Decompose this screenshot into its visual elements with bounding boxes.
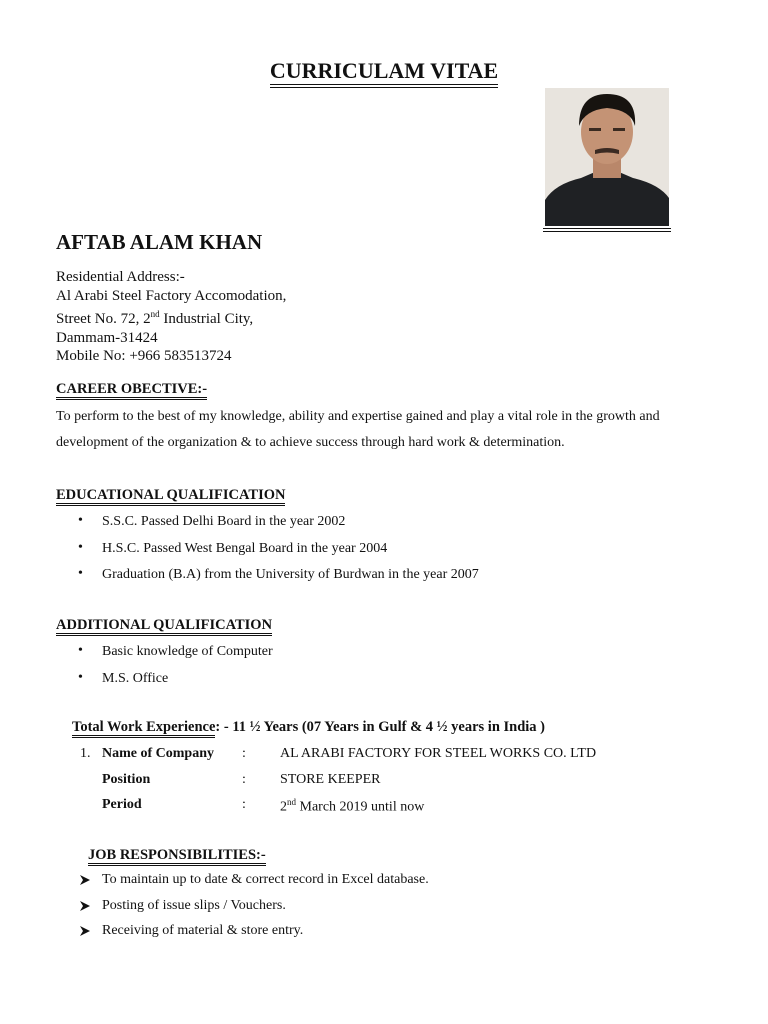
position-value: STORE KEEPER	[280, 772, 381, 787]
page-title: CURRICULAM VITAE	[0, 58, 768, 84]
address-line-3: Dammam-31424	[56, 329, 158, 346]
job-responsibilities-heading: JOB RESPONSIBILITIES:-	[88, 847, 266, 864]
list-item: • H.S.C. Passed West Bengal Board in the year 2004	[78, 541, 479, 568]
arrowhead-icon	[80, 926, 90, 936]
mobile-number: Mobile No: +966 583513724	[56, 348, 232, 364]
period-colon: :	[242, 797, 246, 812]
arrowhead-icon	[80, 901, 90, 911]
list-item: • S.S.C. Passed Delhi Board in the year 2002	[78, 514, 479, 541]
profile-photo	[545, 88, 669, 226]
education-list	[78, 514, 479, 594]
position-colon: :	[242, 772, 246, 787]
photo-underline	[543, 228, 671, 232]
list-item: • M.S. Office	[78, 671, 273, 698]
total-experience: Total Work Experience: - 11 ½ Years (07 Years in Gulf & 4 ½ years in India )	[72, 719, 545, 736]
education-heading: EDUCATIONAL QUALIFICATION	[56, 487, 285, 504]
list-item: Receiving of material & store entry.	[80, 923, 429, 949]
residential-address	[56, 268, 286, 366]
period-label: Period	[102, 797, 142, 812]
list-item: • Graduation (B.A) from the University of Burdwan in the year 2007	[78, 567, 479, 594]
position-label: Position	[102, 772, 151, 787]
arrowhead-icon	[80, 875, 90, 885]
address-line-1: Al Arabi Steel Factory Accomodation,	[56, 287, 287, 304]
address-line-2: Street No. 72, 2nd Industrial City,	[56, 309, 254, 327]
profile-photo-image	[545, 88, 669, 226]
additional-heading: ADDITIONAL QUALIFICATION	[56, 617, 272, 634]
candidate-name: AFTAB ALAM KHAN	[56, 230, 263, 254]
company-label: Name of Company	[102, 746, 214, 761]
list-item: • Basic knowledge of Computer	[78, 644, 273, 671]
list-item: To maintain up to date & correct record in Excel database.	[80, 872, 429, 898]
address-label: Residential Address:-	[56, 269, 185, 285]
company-colon: :	[242, 746, 246, 761]
company-number: 1.	[80, 746, 91, 761]
additional-list	[78, 644, 273, 697]
period-value: 2nd March 2019 until now	[280, 797, 425, 815]
company-value: AL ARABI FACTORY FOR STEEL WORKS CO. LTD	[280, 746, 597, 761]
list-item: Posting of issue slips / Vouchers.	[80, 898, 429, 924]
career-objective-text: To perform to the best of my knowledge, ability and expertise gained and play a vital role in the growth and development of the organization & to achieve success through hard work & determination.	[56, 409, 660, 450]
responsibilities-list	[80, 872, 429, 949]
career-objective-heading: CAREER OBECTIVE:-	[56, 381, 207, 398]
